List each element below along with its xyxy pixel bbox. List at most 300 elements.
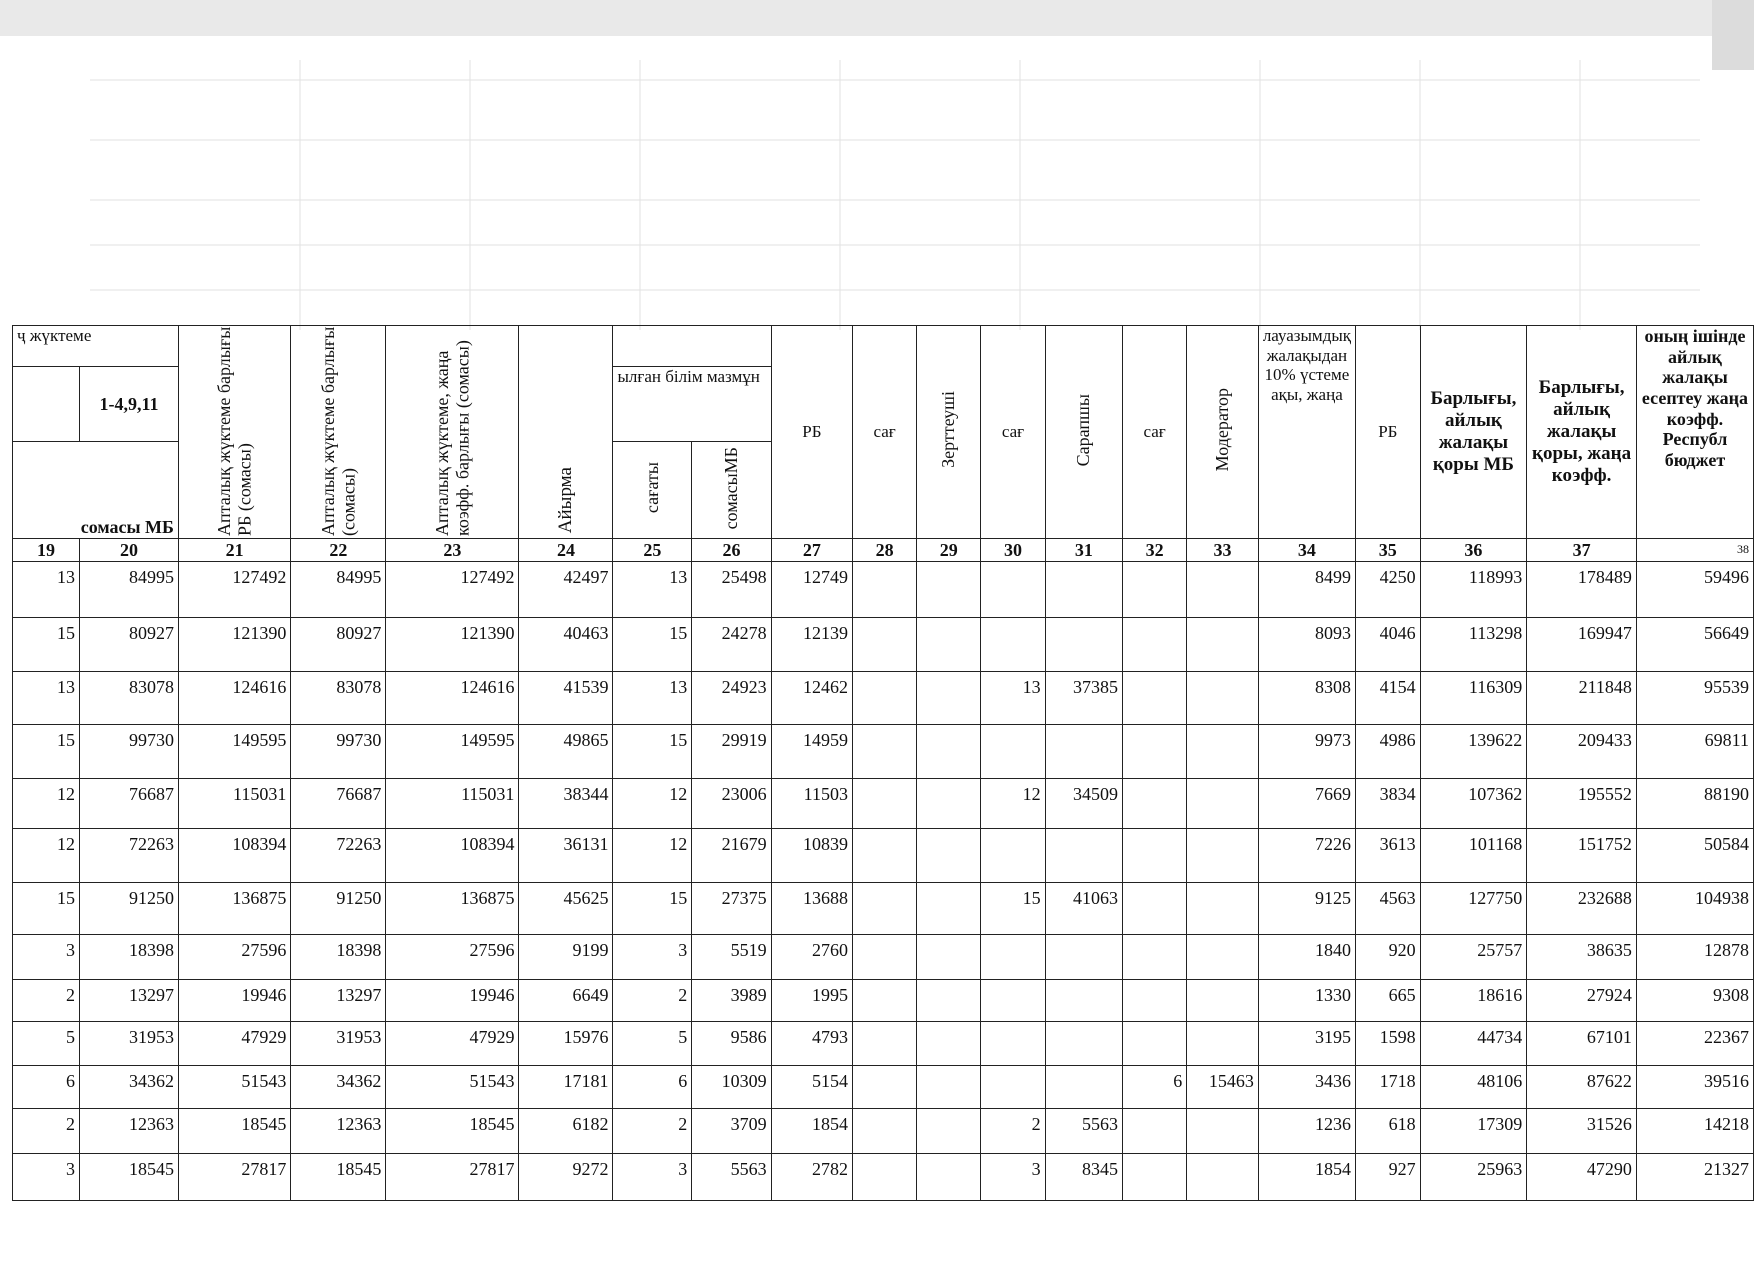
table-cell bbox=[853, 935, 917, 980]
table-cell bbox=[1123, 883, 1187, 935]
table-cell: 15976 bbox=[519, 1022, 613, 1066]
table-cell: 13297 bbox=[291, 980, 386, 1022]
table-cell: 34362 bbox=[291, 1066, 386, 1109]
column-number-32: 32 bbox=[1123, 539, 1187, 562]
table-cell: 4793 bbox=[771, 1022, 852, 1066]
table-cell: 3 bbox=[13, 1154, 80, 1201]
table-cell: 149595 bbox=[386, 725, 519, 779]
table-cell: 18616 bbox=[1420, 980, 1527, 1022]
header-c26: сомасыМБ bbox=[692, 442, 771, 539]
table-cell: 121390 bbox=[178, 618, 290, 672]
header-c23: Апталық жүктеме, жаңа коэфф. барлығы (сомасы) bbox=[386, 326, 519, 539]
column-number-27: 27 bbox=[771, 539, 852, 562]
table-cell bbox=[1123, 980, 1187, 1022]
column-number-22: 22 bbox=[291, 539, 386, 562]
table-cell: 67101 bbox=[1527, 1022, 1637, 1066]
table-row bbox=[13, 935, 1754, 980]
column-number-25: 25 bbox=[613, 539, 692, 562]
table-cell bbox=[853, 1109, 917, 1154]
table-cell: 59496 bbox=[1636, 562, 1753, 618]
table-cell: 8345 bbox=[1045, 1154, 1122, 1201]
table-cell: 118993 bbox=[1420, 562, 1527, 618]
table-cell: 3436 bbox=[1258, 1066, 1355, 1109]
table-cell: 56649 bbox=[1636, 618, 1753, 672]
table-cell: 113298 bbox=[1420, 618, 1527, 672]
table-cell: 29919 bbox=[692, 725, 771, 779]
column-number-36: 36 bbox=[1420, 539, 1527, 562]
table-cell: 1718 bbox=[1356, 1066, 1421, 1109]
table-cell bbox=[1045, 1066, 1122, 1109]
table-cell: 209433 bbox=[1527, 725, 1637, 779]
column-number-34: 34 bbox=[1258, 539, 1355, 562]
table-cell bbox=[853, 1022, 917, 1066]
table-cell: 83078 bbox=[291, 672, 386, 725]
table-cell bbox=[1187, 562, 1259, 618]
table-cell: 5563 bbox=[1045, 1109, 1122, 1154]
table-cell: 3 bbox=[981, 1154, 1045, 1201]
column-number-38: 38 bbox=[1636, 539, 1753, 562]
table-cell: 13688 bbox=[771, 883, 852, 935]
header-c36: Барлығы, айлық жалақы қоры МБ bbox=[1420, 326, 1527, 539]
table-cell: 12462 bbox=[771, 672, 852, 725]
table-cell: 9308 bbox=[1636, 980, 1753, 1022]
table-cell: 72263 bbox=[291, 829, 386, 883]
table-cell: 18545 bbox=[178, 1109, 290, 1154]
table-cell: 101168 bbox=[1420, 829, 1527, 883]
table-cell: 12 bbox=[13, 829, 80, 883]
table-cell: 6 bbox=[13, 1066, 80, 1109]
column-number-19: 19 bbox=[13, 539, 80, 562]
table-cell: 37385 bbox=[1045, 672, 1122, 725]
table-cell: 2 bbox=[981, 1109, 1045, 1154]
table-cell: 19946 bbox=[386, 980, 519, 1022]
table-cell bbox=[917, 779, 981, 829]
table-cell: 17181 bbox=[519, 1066, 613, 1109]
table-cell: 232688 bbox=[1527, 883, 1637, 935]
table-cell: 9199 bbox=[519, 935, 613, 980]
header-c24: Айырма bbox=[519, 326, 613, 539]
table-cell: 15 bbox=[613, 725, 692, 779]
table-cell bbox=[917, 1154, 981, 1201]
header-load-label: ҷ жүктеме bbox=[13, 326, 179, 367]
table-cell: 12 bbox=[613, 779, 692, 829]
table-cell: 34509 bbox=[1045, 779, 1122, 829]
table-cell bbox=[853, 562, 917, 618]
table-cell: 13 bbox=[13, 672, 80, 725]
table-cell: 6649 bbox=[519, 980, 613, 1022]
table-cell bbox=[917, 1022, 981, 1066]
table-cell: 9586 bbox=[692, 1022, 771, 1066]
table-cell bbox=[917, 829, 981, 883]
table-cell: 1995 bbox=[771, 980, 852, 1022]
table-cell: 27596 bbox=[178, 935, 290, 980]
table-cell: 12 bbox=[613, 829, 692, 883]
table-cell: 127492 bbox=[178, 562, 290, 618]
table-row bbox=[13, 725, 1754, 779]
table-cell: 5 bbox=[13, 1022, 80, 1066]
header-c22: Апталық жүктеме барлығы (сомасы) bbox=[291, 326, 386, 539]
table-cell: 665 bbox=[1356, 980, 1421, 1022]
table-cell bbox=[981, 1022, 1045, 1066]
table-cell: 15 bbox=[13, 618, 80, 672]
table-row bbox=[13, 1109, 1754, 1154]
header-c30: сағ bbox=[981, 326, 1045, 539]
table-cell: 3 bbox=[613, 1154, 692, 1201]
table-cell: 1236 bbox=[1258, 1109, 1355, 1154]
table-cell: 920 bbox=[1356, 935, 1421, 980]
table-cell: 5 bbox=[613, 1022, 692, 1066]
table-cell bbox=[981, 1066, 1045, 1109]
header-c31: Сарапшы bbox=[1045, 326, 1122, 539]
table-cell: 12749 bbox=[771, 562, 852, 618]
table-cell: 21327 bbox=[1636, 1154, 1753, 1201]
header-c25: сағаты bbox=[613, 442, 692, 539]
table-cell bbox=[1045, 829, 1122, 883]
table-cell bbox=[1187, 1109, 1259, 1154]
table-cell bbox=[853, 779, 917, 829]
table-cell: 3613 bbox=[1356, 829, 1421, 883]
table-cell: 1854 bbox=[771, 1109, 852, 1154]
table-cell: 136875 bbox=[386, 883, 519, 935]
header-c37: Барлығы, айлық жалақы қоры, жаңа коэфф. bbox=[1527, 326, 1637, 539]
table-cell: 23006 bbox=[692, 779, 771, 829]
table-cell: 84995 bbox=[291, 562, 386, 618]
header-c34: лауазымдық жалақыдан 10% үстеме ақы, жаңа bbox=[1258, 326, 1355, 539]
table-cell bbox=[1123, 725, 1187, 779]
table-row bbox=[13, 883, 1754, 935]
table-cell: 51543 bbox=[178, 1066, 290, 1109]
table-cell bbox=[981, 562, 1045, 618]
table-cell bbox=[853, 1066, 917, 1109]
table-cell: 7226 bbox=[1258, 829, 1355, 883]
table-cell: 45625 bbox=[519, 883, 613, 935]
table-cell: 39516 bbox=[1636, 1066, 1753, 1109]
table-cell: 49865 bbox=[519, 725, 613, 779]
column-number-23: 23 bbox=[386, 539, 519, 562]
table-cell: 9973 bbox=[1258, 725, 1355, 779]
table-cell: 47290 bbox=[1527, 1154, 1637, 1201]
table-cell: 618 bbox=[1356, 1109, 1421, 1154]
table-cell: 108394 bbox=[178, 829, 290, 883]
table-cell: 8308 bbox=[1258, 672, 1355, 725]
table-cell bbox=[917, 980, 981, 1022]
table-cell: 5563 bbox=[692, 1154, 771, 1201]
table-cell bbox=[917, 672, 981, 725]
table-cell: 38344 bbox=[519, 779, 613, 829]
table-cell bbox=[1045, 1022, 1122, 1066]
table-cell: 195552 bbox=[1527, 779, 1637, 829]
table-cell: 151752 bbox=[1527, 829, 1637, 883]
table-cell bbox=[1123, 562, 1187, 618]
header-c32: сағ bbox=[1123, 326, 1187, 539]
table-cell bbox=[917, 1109, 981, 1154]
header-c19-sub: сомасы МБ bbox=[13, 442, 179, 539]
table-cell: 88190 bbox=[1636, 779, 1753, 829]
table-cell: 3709 bbox=[692, 1109, 771, 1154]
table-cell bbox=[1123, 672, 1187, 725]
table-cell: 2 bbox=[613, 1109, 692, 1154]
table-cell: 169947 bbox=[1527, 618, 1637, 672]
table-cell: 13 bbox=[981, 672, 1045, 725]
table-cell: 19946 bbox=[178, 980, 290, 1022]
table-cell: 15 bbox=[13, 883, 80, 935]
table-cell: 8499 bbox=[1258, 562, 1355, 618]
table-cell: 18398 bbox=[80, 935, 179, 980]
table-cell: 40463 bbox=[519, 618, 613, 672]
table-cell: 99730 bbox=[291, 725, 386, 779]
table-cell bbox=[981, 980, 1045, 1022]
table-cell: 15 bbox=[613, 618, 692, 672]
table-row bbox=[13, 779, 1754, 829]
table-cell bbox=[981, 618, 1045, 672]
table-cell: 2760 bbox=[771, 935, 852, 980]
table-cell: 38635 bbox=[1527, 935, 1637, 980]
table-cell: 72263 bbox=[80, 829, 179, 883]
column-number-29: 29 bbox=[917, 539, 981, 562]
table-cell: 18398 bbox=[291, 935, 386, 980]
table-cell: 108394 bbox=[386, 829, 519, 883]
table-cell: 11503 bbox=[771, 779, 852, 829]
column-number-row bbox=[13, 539, 1754, 562]
table-cell: 121390 bbox=[386, 618, 519, 672]
table-cell: 3195 bbox=[1258, 1022, 1355, 1066]
header-c33: Модератор bbox=[1187, 326, 1259, 539]
table-cell bbox=[1187, 779, 1259, 829]
table-cell: 18545 bbox=[291, 1154, 386, 1201]
column-number-24: 24 bbox=[519, 539, 613, 562]
table-cell: 84995 bbox=[80, 562, 179, 618]
table-cell bbox=[1123, 1109, 1187, 1154]
table-cell: 13 bbox=[13, 562, 80, 618]
header-c28: сағ bbox=[853, 326, 917, 539]
table-cell: 48106 bbox=[1420, 1066, 1527, 1109]
table-cell: 124616 bbox=[178, 672, 290, 725]
header-c29: Зерттеуші bbox=[917, 326, 981, 539]
table-cell: 3834 bbox=[1356, 779, 1421, 829]
table-row bbox=[13, 1022, 1754, 1066]
table-cell: 4563 bbox=[1356, 883, 1421, 935]
column-number-35: 35 bbox=[1356, 539, 1421, 562]
column-number-30: 30 bbox=[981, 539, 1045, 562]
table-cell: 115031 bbox=[178, 779, 290, 829]
table-cell: 9272 bbox=[519, 1154, 613, 1201]
table-cell: 124616 bbox=[386, 672, 519, 725]
table-cell: 27596 bbox=[386, 935, 519, 980]
table-cell: 127750 bbox=[1420, 883, 1527, 935]
table-cell: 31526 bbox=[1527, 1109, 1637, 1154]
table-cell: 4986 bbox=[1356, 725, 1421, 779]
table-cell bbox=[853, 980, 917, 1022]
table-cell: 25757 bbox=[1420, 935, 1527, 980]
table-cell: 12363 bbox=[291, 1109, 386, 1154]
table-cell: 15 bbox=[981, 883, 1045, 935]
table-cell: 51543 bbox=[386, 1066, 519, 1109]
table-cell: 12363 bbox=[80, 1109, 179, 1154]
table-cell bbox=[981, 725, 1045, 779]
table-cell: 2 bbox=[13, 1109, 80, 1154]
header-c21: Апталық жүктеме барлығы РБ (сомасы) bbox=[178, 326, 290, 539]
table-row bbox=[13, 1154, 1754, 1201]
header-c35: РБ bbox=[1356, 326, 1421, 539]
table-cell: 3 bbox=[13, 935, 80, 980]
table-cell: 50584 bbox=[1636, 829, 1753, 883]
table-cell: 17309 bbox=[1420, 1109, 1527, 1154]
table-cell: 99730 bbox=[80, 725, 179, 779]
table-cell: 12139 bbox=[771, 618, 852, 672]
table-cell: 10839 bbox=[771, 829, 852, 883]
table-cell: 127492 bbox=[386, 562, 519, 618]
table-cell: 22367 bbox=[1636, 1022, 1753, 1066]
table-cell: 211848 bbox=[1527, 672, 1637, 725]
table-cell bbox=[853, 618, 917, 672]
table-cell: 44734 bbox=[1420, 1022, 1527, 1066]
table-cell bbox=[1187, 1154, 1259, 1201]
table-cell: 2782 bbox=[771, 1154, 852, 1201]
table-cell bbox=[853, 829, 917, 883]
table-cell: 9125 bbox=[1258, 883, 1355, 935]
table-cell: 4046 bbox=[1356, 618, 1421, 672]
column-number-20: 20 bbox=[80, 539, 179, 562]
table-cell: 91250 bbox=[80, 883, 179, 935]
table-cell bbox=[1187, 980, 1259, 1022]
table-cell: 25498 bbox=[692, 562, 771, 618]
table-cell: 2 bbox=[613, 980, 692, 1022]
table-cell bbox=[1123, 618, 1187, 672]
column-number-37: 37 bbox=[1527, 539, 1637, 562]
table-cell: 927 bbox=[1356, 1154, 1421, 1201]
table-cell: 115031 bbox=[386, 779, 519, 829]
table-cell: 15 bbox=[613, 883, 692, 935]
table-cell: 7669 bbox=[1258, 779, 1355, 829]
table-cell bbox=[1045, 935, 1122, 980]
table-cell: 12878 bbox=[1636, 935, 1753, 980]
table-cell: 18545 bbox=[386, 1109, 519, 1154]
table-cell: 80927 bbox=[291, 618, 386, 672]
table-cell: 3 bbox=[613, 935, 692, 980]
table-cell: 149595 bbox=[178, 725, 290, 779]
table-cell: 6 bbox=[1123, 1066, 1187, 1109]
column-number-21: 21 bbox=[178, 539, 290, 562]
table-cell bbox=[1045, 562, 1122, 618]
table-cell bbox=[1123, 779, 1187, 829]
table-cell bbox=[1187, 672, 1259, 725]
table-row bbox=[13, 562, 1754, 618]
table-cell: 136875 bbox=[178, 883, 290, 935]
header-c25-group: ылған білім мазмұн bbox=[613, 367, 771, 442]
table-cell: 36131 bbox=[519, 829, 613, 883]
table-cell: 12 bbox=[13, 779, 80, 829]
table-cell: 1598 bbox=[1356, 1022, 1421, 1066]
table-cell: 31953 bbox=[80, 1022, 179, 1066]
table-cell: 15 bbox=[13, 725, 80, 779]
table-cell bbox=[1123, 1154, 1187, 1201]
table-cell: 15463 bbox=[1187, 1066, 1259, 1109]
table-cell: 4250 bbox=[1356, 562, 1421, 618]
table-cell bbox=[981, 935, 1045, 980]
table-cell: 1854 bbox=[1258, 1154, 1355, 1201]
table-cell bbox=[981, 829, 1045, 883]
table-cell bbox=[917, 935, 981, 980]
table-cell bbox=[1187, 1022, 1259, 1066]
table-cell bbox=[1123, 1022, 1187, 1066]
table-cell bbox=[1187, 618, 1259, 672]
table-cell: 1840 bbox=[1258, 935, 1355, 980]
table-cell: 10309 bbox=[692, 1066, 771, 1109]
table-cell bbox=[917, 725, 981, 779]
table-cell: 95539 bbox=[1636, 672, 1753, 725]
table-cell: 4154 bbox=[1356, 672, 1421, 725]
table-row bbox=[13, 618, 1754, 672]
table-cell: 139622 bbox=[1420, 725, 1527, 779]
table-cell bbox=[1187, 829, 1259, 883]
table-cell: 83078 bbox=[80, 672, 179, 725]
table-body bbox=[13, 562, 1754, 1201]
table-cell bbox=[917, 618, 981, 672]
table-cell bbox=[853, 672, 917, 725]
table-cell bbox=[1045, 618, 1122, 672]
table-cell: 47929 bbox=[178, 1022, 290, 1066]
table-cell bbox=[853, 1154, 917, 1201]
table-cell: 42497 bbox=[519, 562, 613, 618]
table-cell bbox=[1187, 725, 1259, 779]
table-cell: 2 bbox=[13, 980, 80, 1022]
table-cell: 34362 bbox=[80, 1066, 179, 1109]
header-c38: оның ішінде айлық жалақы есептеу жаңа коэфф. Республ бюджет bbox=[1636, 326, 1753, 539]
table-cell: 18545 bbox=[80, 1154, 179, 1201]
table-cell: 13 bbox=[613, 562, 692, 618]
table-cell bbox=[1123, 935, 1187, 980]
table-cell: 27817 bbox=[178, 1154, 290, 1201]
table-cell: 47929 bbox=[386, 1022, 519, 1066]
table-cell bbox=[917, 883, 981, 935]
column-number-28: 28 bbox=[853, 539, 917, 562]
table-cell: 8093 bbox=[1258, 618, 1355, 672]
table-cell: 104938 bbox=[1636, 883, 1753, 935]
table-cell bbox=[1187, 883, 1259, 935]
header-c19-group: 1-4,9,11 bbox=[80, 367, 179, 442]
table-cell: 24278 bbox=[692, 618, 771, 672]
table-cell: 41063 bbox=[1045, 883, 1122, 935]
table-cell: 91250 bbox=[291, 883, 386, 935]
table-cell: 5519 bbox=[692, 935, 771, 980]
table-cell: 6 bbox=[613, 1066, 692, 1109]
table-cell: 69811 bbox=[1636, 725, 1753, 779]
header-c27: РБ bbox=[771, 326, 852, 539]
table-cell: 31953 bbox=[291, 1022, 386, 1066]
table-cell: 27375 bbox=[692, 883, 771, 935]
table-cell bbox=[853, 883, 917, 935]
table-row bbox=[13, 980, 1754, 1022]
table-cell: 14218 bbox=[1636, 1109, 1753, 1154]
salary-table bbox=[12, 325, 1754, 1201]
table-cell: 14959 bbox=[771, 725, 852, 779]
table-cell: 178489 bbox=[1527, 562, 1637, 618]
table-cell: 41539 bbox=[519, 672, 613, 725]
table-cell: 80927 bbox=[80, 618, 179, 672]
table-cell: 21679 bbox=[692, 829, 771, 883]
table-cell: 3989 bbox=[692, 980, 771, 1022]
table-cell: 1330 bbox=[1258, 980, 1355, 1022]
table-cell: 6182 bbox=[519, 1109, 613, 1154]
table-cell bbox=[1187, 935, 1259, 980]
table-cell: 12 bbox=[981, 779, 1045, 829]
table-cell bbox=[1123, 829, 1187, 883]
table-cell: 76687 bbox=[80, 779, 179, 829]
table-cell: 27924 bbox=[1527, 980, 1637, 1022]
column-number-26: 26 bbox=[692, 539, 771, 562]
table-row bbox=[13, 672, 1754, 725]
table-cell: 76687 bbox=[291, 779, 386, 829]
